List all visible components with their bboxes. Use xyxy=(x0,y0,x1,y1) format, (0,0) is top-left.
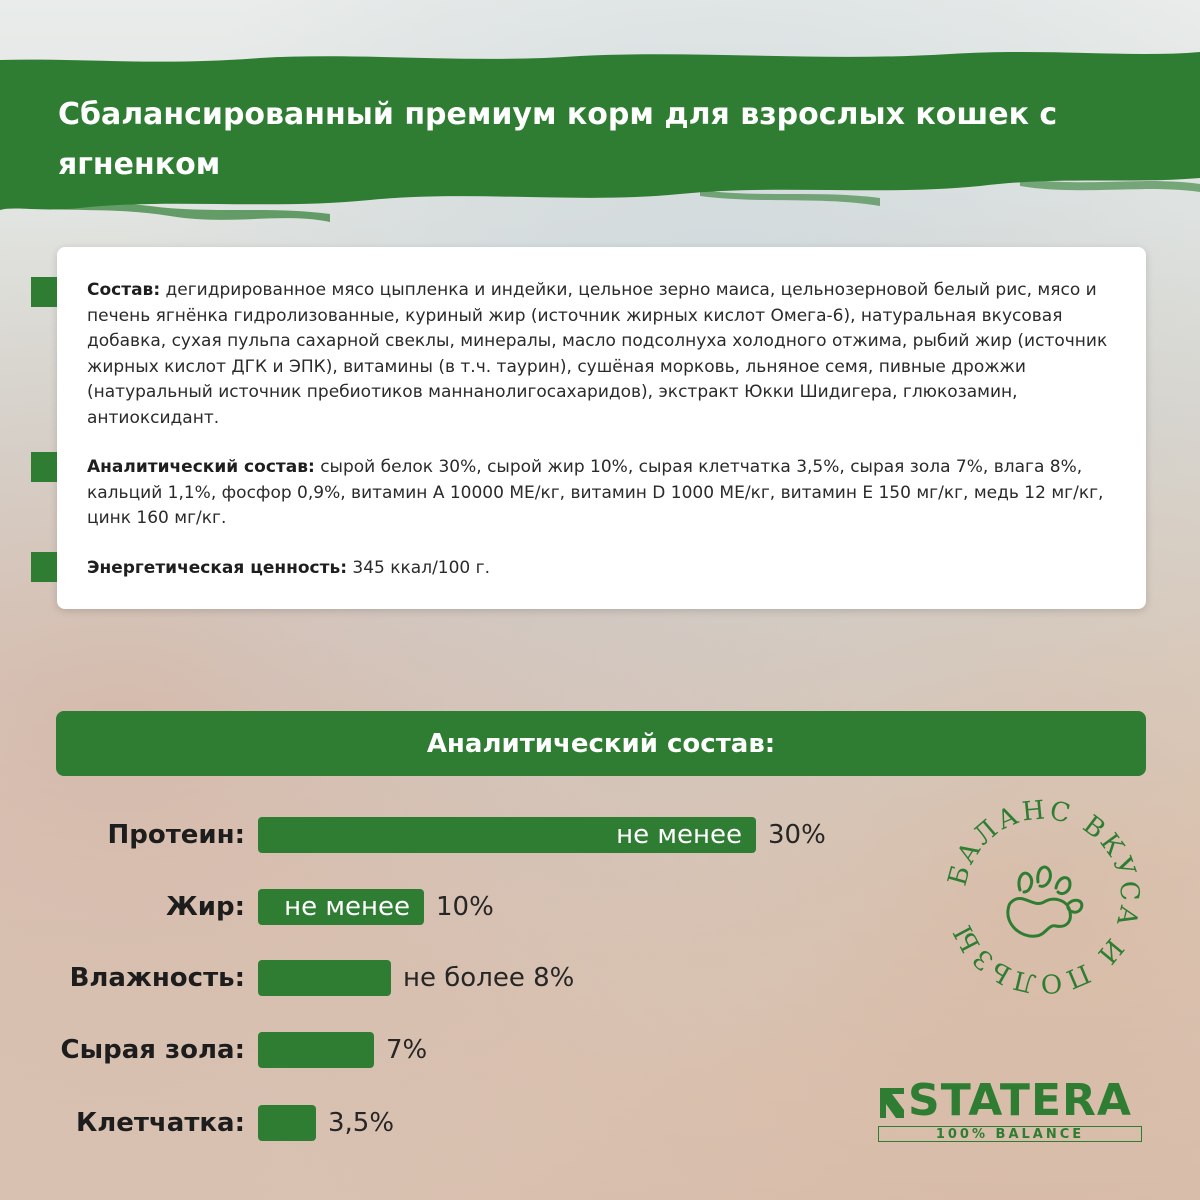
chart-bar xyxy=(258,817,756,853)
chart-bar xyxy=(258,889,424,925)
balance-stamp xyxy=(938,792,1148,1002)
chart-category-label: Протеин: xyxy=(107,820,245,850)
energy-paragraph xyxy=(87,556,1117,582)
chart-category-label: Сырая зола: xyxy=(60,1035,245,1065)
page-title: Сбалансированный премиум корм для взрослых кошек с ягненком xyxy=(58,97,1058,182)
svg-text:БАЛАНС ВКУСА И ПОЛЬЗЫ xyxy=(943,795,1145,998)
energy-text: 345 ккал/100 г. xyxy=(352,558,490,578)
brand-name: STATERA xyxy=(908,1075,1132,1126)
composition-card xyxy=(57,247,1146,609)
chart-value-label: 30% xyxy=(768,820,826,850)
composition-label: Состав: xyxy=(87,280,161,300)
cat-paw-icon xyxy=(1008,867,1082,936)
chart-bar xyxy=(258,960,391,996)
section-marker xyxy=(31,277,57,307)
logo-mark-icon xyxy=(878,1084,906,1120)
analytical-text: сырой белок 30%, сырой жир 10%, сырая клетчатка 3,5%, сырая зола 7%, влага 8%, кальций 1,1%, фосфор 0,9%, витамин А 10000 МЕ/кг, витамин D 1000 МЕ/кг, витамин Е 150 мг/кг, медь 12 мг/кг, цинк 160 мг/кг. xyxy=(87,457,1104,528)
stamp-text: БАЛАНС ВКУСА И ПОЛЬЗЫ xyxy=(942,795,1145,999)
analysis-section-header: Аналитический состав: xyxy=(56,711,1146,776)
chart-category-label: Клетчатка: xyxy=(75,1108,245,1138)
chart-category-label: Влажность: xyxy=(69,963,245,993)
statera-logo xyxy=(878,1075,1144,1144)
energy-label: Энергетическая ценность: xyxy=(87,558,347,578)
chart-bar xyxy=(258,1032,374,1068)
chart-row xyxy=(0,1032,1200,1068)
chart-bar xyxy=(258,1105,316,1141)
section-marker xyxy=(31,552,57,582)
chart-bar-label: не менее xyxy=(284,892,410,922)
chart-value-label: не более 8% xyxy=(403,963,575,993)
chart-value-label: 10% xyxy=(436,892,494,922)
chart-category-label: Жир: xyxy=(165,892,245,922)
chart-value-label: 3,5% xyxy=(328,1108,395,1138)
analytical-label: Аналитический состав: xyxy=(87,457,315,477)
composition-paragraph xyxy=(87,278,1117,431)
brand-tagline: 100% BALANCE xyxy=(878,1126,1142,1142)
analytical-paragraph xyxy=(87,455,1117,532)
chart-bar-label: не менее xyxy=(616,820,742,850)
chart-value-label: 7% xyxy=(386,1035,428,1065)
composition-text: дегидрированное мясо цыпленка и индейки, цельное зерно маиса, цельнозерновой белый рис, мясо и печень ягнёнка гидролизованные, куриный жир (источник жирных кислот Омега-6), натуральная вкусовая добавка, сухая пульпа сахарной свеклы, минералы, масло подсолнуха холодного отжима, рыбий жир (источник жирных кислот ДГК и ЭПК), витамины (в т.ч. таурин), сушёная морковь, льняное семя, пивные дрожжи (натуральный источник пребиотиков маннанолигосахаридов), экстракт Юкки Шидигера, глюкозамин, антиоксидант. xyxy=(87,280,1108,428)
section-marker xyxy=(31,452,57,482)
